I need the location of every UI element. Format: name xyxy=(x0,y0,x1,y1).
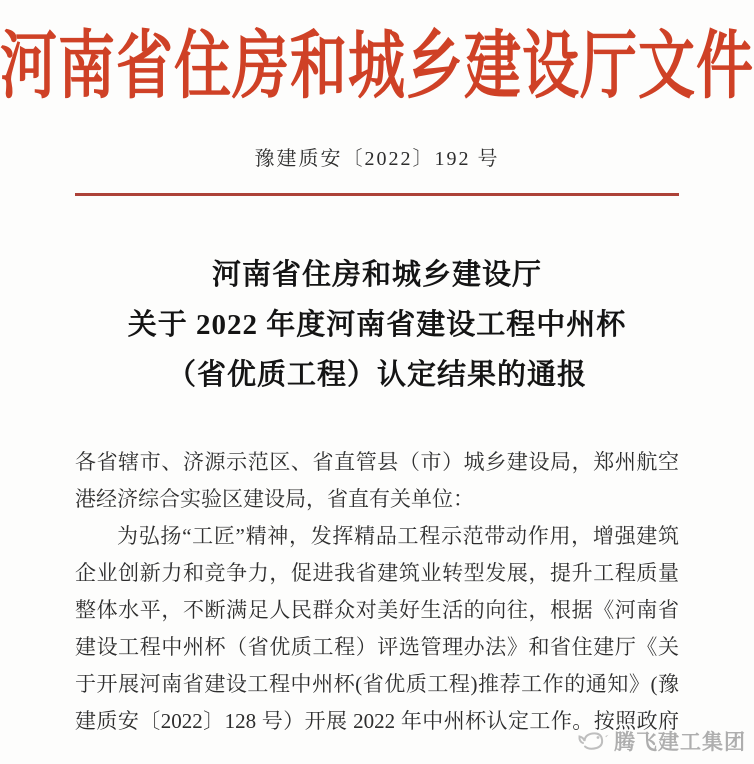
bird-logo-icon xyxy=(577,728,609,754)
body-text-line: 于开展河南省建设工程中州杯(省优质工程)推荐工作的通知》(豫 xyxy=(75,672,679,696)
red-divider-line xyxy=(75,193,679,196)
document-body xyxy=(75,444,679,740)
body-text-line: 建质安〔2022〕128 号）开展 2022 年中州杯认定工作。按照政府 xyxy=(75,709,679,733)
doc-reference-number: 豫建质安〔2022〕192 号 xyxy=(254,148,500,170)
masthead-title: 河南省住房和城乡建设厅文件 xyxy=(0,26,754,109)
watermark xyxy=(577,726,746,756)
body-text-line: 企业创新力和竞争力，促进我省建筑业转型发展，提升工程质量 xyxy=(75,561,679,585)
watermark-text: 腾飞建工集团 xyxy=(614,730,746,754)
document-title-line: 关于 2022 年度河南省建设工程中州杯 xyxy=(127,309,627,341)
document-masthead xyxy=(0,12,754,108)
body-text-line: 建设工程中州杯（省优质工程）评选管理办法》和省住建厅《关 xyxy=(75,635,679,659)
document-title-line: 河南省住房和城乡建设厅 xyxy=(211,259,542,291)
body-text-line: 为弘扬“工匠”精神，发挥精品工程示范带动作用，增强建筑 xyxy=(117,524,679,548)
document-title xyxy=(0,250,754,400)
body-text-line: 港经济综合实验区建设局，省直有关单位： xyxy=(75,487,474,511)
body-text-line: 各省辖市、济源示范区、省直管县（市）城乡建设局，郑州航空 xyxy=(75,450,679,474)
body-text-line: 整体水平，不断满足人民群众对美好生活的向往，根据《河南省 xyxy=(75,598,679,622)
document-title-line: （省优质工程）认定结果的通报 xyxy=(166,359,587,391)
